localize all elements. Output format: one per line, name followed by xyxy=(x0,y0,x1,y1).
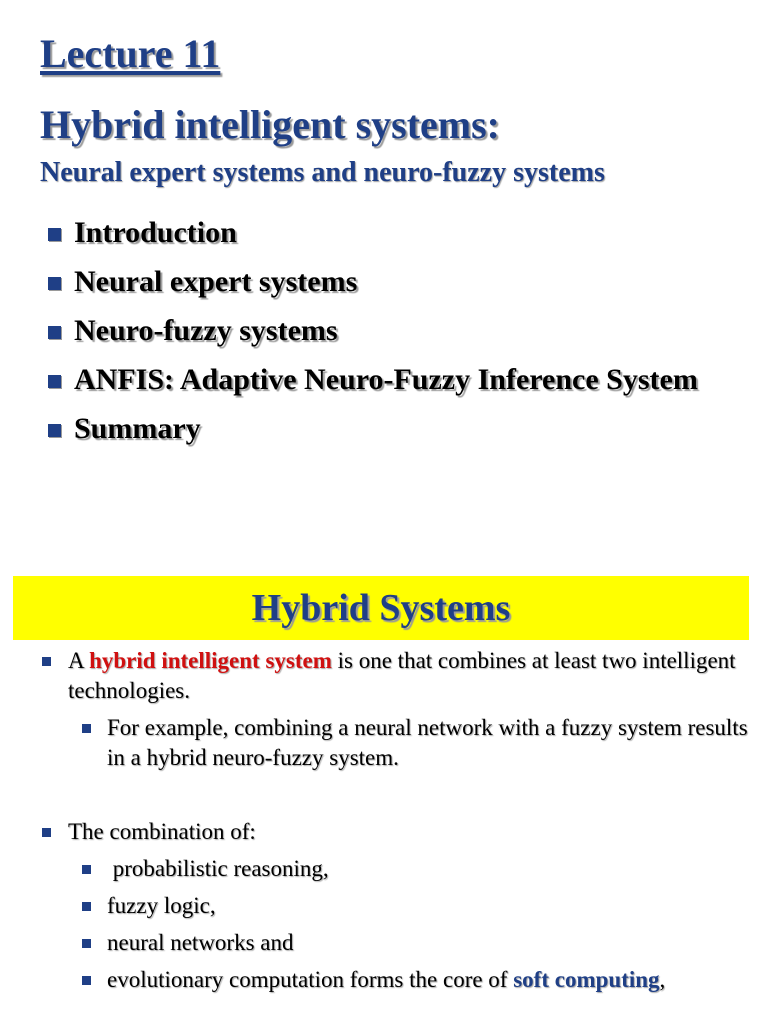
outline-item xyxy=(46,409,746,449)
text-run: , xyxy=(659,967,666,992)
list-item: fuzzy logic, xyxy=(107,893,216,918)
lecture-title: Hybrid intelligent systems: xyxy=(40,102,500,147)
outline-item-label: Neuro-fuzzy systems xyxy=(74,314,338,347)
square-bullet-icon xyxy=(82,724,91,733)
highlight-term: soft computing xyxy=(513,967,660,992)
slide-title: Hybrid Systems xyxy=(251,587,511,629)
square-bullet-icon xyxy=(82,865,91,874)
paragraph-example: For example, combining a neural network with a fuzzy system results in a hybrid neuro-fuzzy system. xyxy=(107,715,748,770)
paragraph-combination: The combination of: xyxy=(68,819,256,844)
list-item: probabilistic reasoning, xyxy=(107,856,329,881)
outline-item-label: Introduction xyxy=(74,216,237,249)
square-bullet-icon xyxy=(48,326,61,339)
square-bullet-icon xyxy=(48,424,61,437)
outline-item-label: ANFIS: Adaptive Neuro-Fuzzy Inference System xyxy=(74,363,698,396)
square-bullet-icon xyxy=(82,976,91,985)
square-bullet-icon xyxy=(48,277,61,290)
square-bullet-icon xyxy=(48,375,61,388)
outline-item xyxy=(46,360,746,400)
outline-item xyxy=(46,213,746,253)
highlight-term: hybrid intelligent system xyxy=(89,648,332,673)
list-item xyxy=(107,965,665,995)
square-bullet-icon xyxy=(42,828,51,837)
outline-item-label: Neural expert systems xyxy=(74,265,358,298)
slide-hybrid-systems xyxy=(0,560,768,1024)
outline-item-label: Summary xyxy=(74,412,201,445)
square-bullet-icon xyxy=(48,228,61,241)
outline-list xyxy=(46,213,746,458)
square-bullet-icon xyxy=(82,939,91,948)
square-bullet-icon xyxy=(82,902,91,911)
text-run: A xyxy=(68,648,90,673)
title-banner xyxy=(13,576,749,640)
text-run: evolutionary computation forms the core of xyxy=(107,967,514,992)
square-bullet-icon xyxy=(42,657,51,666)
text-run: is one that combines at least two intelligent technologies. xyxy=(68,648,736,703)
paragraph-definition xyxy=(68,646,748,706)
list-item: neural networks and xyxy=(107,930,294,955)
lecture-number: Lecture 11 xyxy=(40,31,221,76)
outline-item xyxy=(46,262,746,302)
outline-item xyxy=(46,311,746,351)
lecture-subtitle: Neural expert systems and neuro-fuzzy systems xyxy=(40,157,605,188)
